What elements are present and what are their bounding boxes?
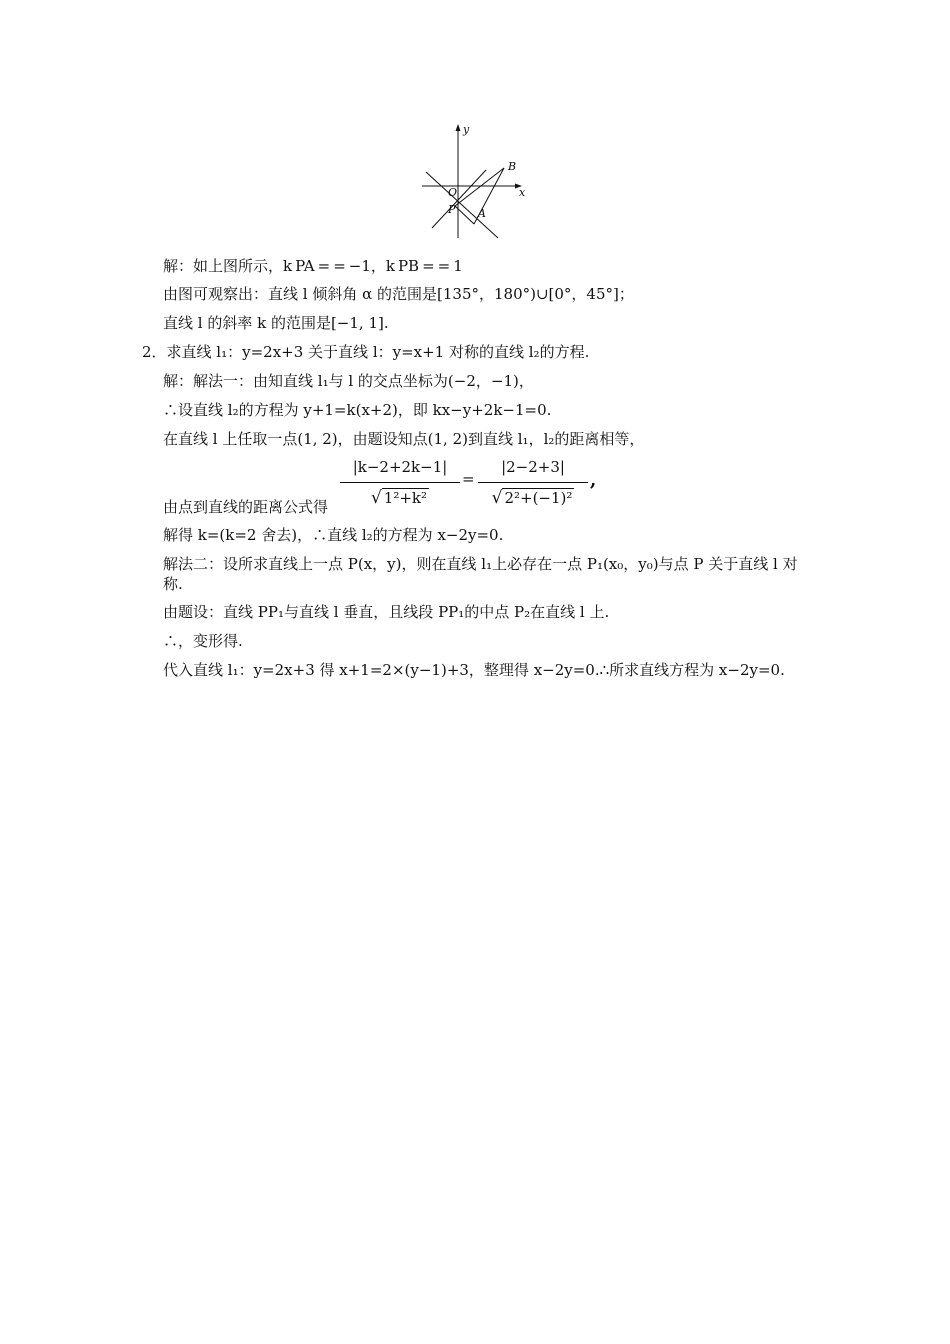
segment-pb bbox=[455, 168, 504, 206]
label-x: x bbox=[519, 186, 526, 199]
method-1-line-3: 在直线 l 上任取一点(1, 2)，由题设知点(1, 2)到直线 l₁，l₂的距离相等， bbox=[163, 430, 645, 448]
fraction-left-bar bbox=[340, 482, 460, 483]
method-2-line-3: ∴，变形得. bbox=[163, 632, 243, 650]
label-p: P bbox=[448, 203, 456, 216]
label-y: y bbox=[463, 123, 470, 136]
method-1-line-4: 由点到直线的距离公式得 bbox=[163, 498, 329, 516]
method-2-line-1: 解法二：设所求直线上一点 P(x，y)，则在直线 l₁上必存在一点 P₁(x₀，y₀)与点 P 关于直线 l 对称. bbox=[163, 555, 798, 593]
solution-1-line-2: 由图可观察出：直线 l 倾斜角 α 的范围是[135°，180°)∪[0°，45°]； bbox=[163, 285, 634, 303]
fraction-left-denominator bbox=[340, 488, 460, 508]
sqrt-right bbox=[492, 488, 575, 508]
formula-comma: , bbox=[590, 470, 597, 491]
equals-sign: = bbox=[462, 470, 475, 488]
sqrt-right-body: 2²+(−1)² bbox=[504, 489, 573, 507]
label-a: A bbox=[478, 207, 486, 220]
fraction-right-numerator: |2−2+3| bbox=[501, 458, 565, 476]
method-1-line-5: 解得 k=(k=2 舍去)，∴直线 l₂的方程为 x−2y=0. bbox=[163, 526, 504, 544]
solution-1-line-1: 解：如上图所示，k PA = = −1，k PB = = 1 bbox=[163, 257, 463, 275]
coordinate-figure bbox=[418, 120, 534, 240]
fraction-left bbox=[340, 456, 460, 512]
fraction-right-bar bbox=[478, 482, 588, 483]
line-slope-neg1 bbox=[426, 172, 498, 238]
method-1-line-1: 解：解法一：由知直线 l₁与 l 的交点坐标为(−2，−1)， bbox=[163, 372, 534, 390]
coordinate-diagram bbox=[418, 120, 534, 240]
method-2-line-2: 由题设：直线 PP₁与直线 l 垂直，且线段 PP₁的中点 P₂在直线 l 上. bbox=[163, 603, 610, 621]
method-1-line-2: ∴设直线 l₂的方程为 y+1=k(x+2)，即 kx−y+2k−1=0. bbox=[163, 401, 552, 419]
fraction-right bbox=[478, 456, 588, 512]
solution-1-line-3: 直线 l 的斜率 k 的范围是[−1, 1]. bbox=[163, 314, 389, 332]
sqrt-symbol: √ bbox=[491, 488, 503, 508]
y-axis-arrow bbox=[456, 124, 461, 131]
fraction-left-numerator: |k−2+2k−1| bbox=[352, 458, 448, 476]
sqrt-left bbox=[371, 488, 429, 508]
label-b: B bbox=[508, 160, 517, 173]
sqrt-symbol: √ bbox=[370, 488, 382, 508]
method-2-line-4: 代入直线 l₁：y=2x+3 得 x+1=2×(y−1)+3，整理得 x−2y=0.∴所求直线方程为 x−2y=0. bbox=[163, 661, 785, 679]
question-2: 2．求直线 l₁：y=2x+3 关于直线 l：y=x+1 对称的直线 l₂的方程. bbox=[142, 343, 590, 361]
label-o: O bbox=[448, 186, 458, 199]
fraction-right-denominator bbox=[478, 488, 588, 508]
sqrt-left-body: 1²+k² bbox=[383, 489, 428, 507]
